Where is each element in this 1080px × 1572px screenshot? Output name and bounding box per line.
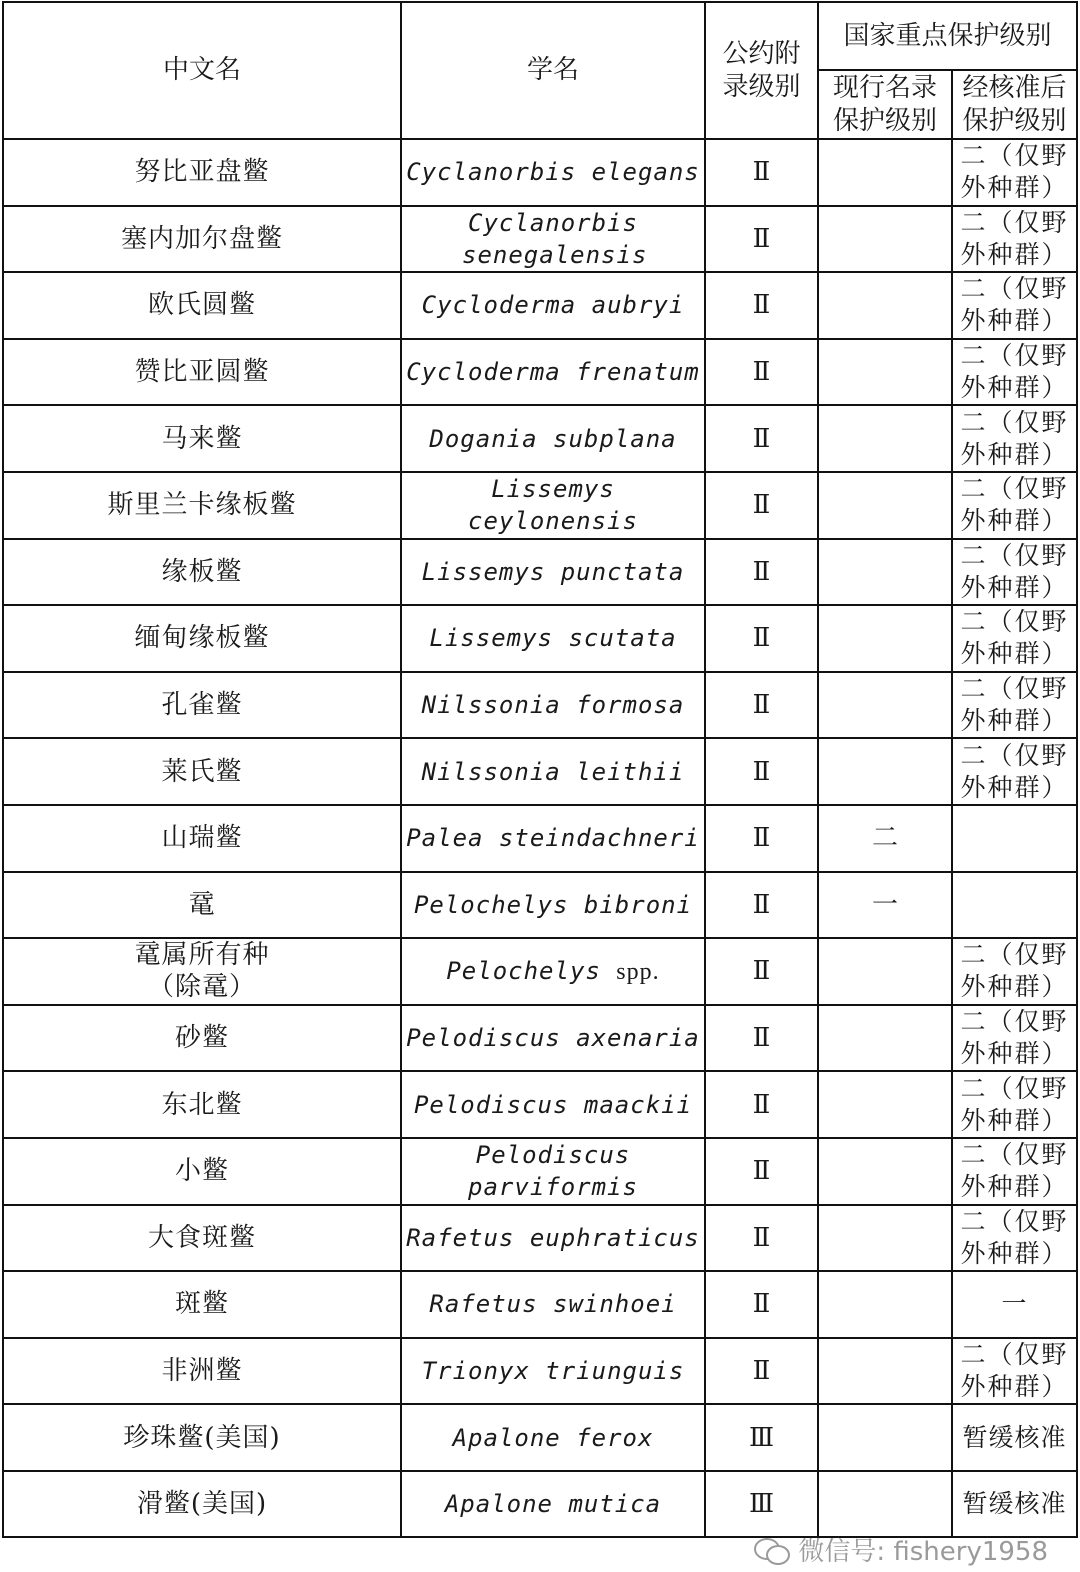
- scientific-name-text: Dogania subplana: [429, 424, 677, 453]
- chinese-name-cell: 赞比亚圆鳖: [3, 339, 401, 406]
- scientific-name-text: Lissemys punctata: [421, 557, 685, 586]
- watermark: [754, 1531, 1048, 1568]
- chinese-name-cell: 鼋: [3, 872, 401, 939]
- verified-level-cell: 暂缓核准: [952, 1471, 1077, 1538]
- appendix-level-cell: Ⅱ: [705, 872, 818, 939]
- appendix-level-cell: Ⅱ: [705, 1071, 818, 1138]
- scientific-name-text: Cyclanorbis senegalensis: [462, 208, 648, 269]
- table-row: [3, 1471, 1077, 1538]
- appendix-level-cell: Ⅲ: [705, 1404, 818, 1471]
- current-level-cell: [818, 1005, 952, 1072]
- scientific-name-suffix: spp.: [616, 958, 660, 985]
- appendix-level-cell: Ⅱ: [705, 738, 818, 805]
- table-row: [3, 539, 1077, 606]
- scientific-name-text: Pelochelys: [446, 956, 601, 985]
- current-level-cell: [818, 1471, 952, 1538]
- scientific-name-text: Apalone mutica: [444, 1490, 662, 1519]
- table-row: [3, 1005, 1077, 1072]
- table-row: [3, 1071, 1077, 1138]
- verified-level-cell: 二（仅野外种群）: [952, 472, 1077, 539]
- scientific-name-cell: [401, 738, 705, 805]
- scientific-name-cell: [401, 938, 705, 1005]
- appendix-level-cell: Ⅱ: [705, 805, 818, 872]
- table-row: [3, 206, 1077, 273]
- table-row: [3, 339, 1077, 406]
- scientific-name-cell: [401, 139, 705, 206]
- scientific-name-cell: [401, 1138, 705, 1205]
- chinese-name-cell: 马来鳖: [3, 405, 401, 472]
- appendix-level-cell: Ⅱ: [705, 1205, 818, 1272]
- appendix-level-cell: Ⅱ: [705, 672, 818, 739]
- verified-level-cell: 一: [952, 1271, 1077, 1338]
- scientific-name-cell: [401, 1205, 705, 1272]
- appendix-level-cell: Ⅱ: [705, 1271, 818, 1338]
- table-row: [3, 272, 1077, 339]
- scientific-name-cell: [401, 405, 705, 472]
- verified-level-cell: 二（仅野外种群）: [952, 1338, 1077, 1405]
- current-level-cell: [818, 206, 952, 273]
- chinese-name-cell: 鼋属所有种（除鼋）: [3, 938, 401, 1005]
- header-scientific-name: 学名: [401, 2, 705, 139]
- table-row: [3, 605, 1077, 672]
- current-level-cell: [818, 1271, 952, 1338]
- scientific-name-cell: [401, 1071, 705, 1138]
- chinese-name-cell: 砂鳖: [3, 1005, 401, 1072]
- wechat-icon: [754, 1536, 790, 1564]
- table-row: [3, 1138, 1077, 1205]
- table-row: [3, 938, 1077, 1005]
- scientific-name-text: Cyclanorbis elegans: [406, 158, 700, 187]
- scientific-name-text: Nilssonia formosa: [421, 691, 685, 720]
- appendix-level-cell: Ⅱ: [705, 206, 818, 273]
- verified-level-cell: 二（仅野外种群）: [952, 672, 1077, 739]
- scientific-name-cell: [401, 605, 705, 672]
- scientific-name-cell: [401, 1005, 705, 1072]
- verified-level-cell: 二（仅野外种群）: [952, 206, 1077, 273]
- scientific-name-text: Pelodiscus axenaria: [406, 1024, 700, 1053]
- verified-level-cell: 二（仅野外种群）: [952, 139, 1077, 206]
- table-body: [3, 139, 1077, 1537]
- species-protection-table: [2, 1, 1078, 1538]
- chinese-name-cell: 小鳖: [3, 1138, 401, 1205]
- scientific-name-text: Lissemys ceylonensis: [468, 475, 638, 536]
- header-chinese-name: 中文名: [3, 2, 401, 139]
- verified-level-cell: 二（仅野外种群）: [952, 539, 1077, 606]
- current-level-cell: [818, 738, 952, 805]
- chinese-name-cell: 缅甸缘板鳖: [3, 605, 401, 672]
- header-verified-level: 经核准后保护级别: [952, 70, 1077, 139]
- chinese-name-cell: 斯里兰卡缘板鳖: [3, 472, 401, 539]
- chinese-name-cell: 缘板鳖: [3, 539, 401, 606]
- scientific-name-cell: [401, 1471, 705, 1538]
- current-level-cell: [818, 139, 952, 206]
- current-level-cell: [818, 539, 952, 606]
- appendix-level-cell: Ⅱ: [705, 339, 818, 406]
- verified-level-cell: 二（仅野外种群）: [952, 1138, 1077, 1205]
- header-national-protection: 国家重点保护级别: [818, 2, 1077, 70]
- current-level-cell: [818, 605, 952, 672]
- chinese-name-cell: 塞内加尔盘鳖: [3, 206, 401, 273]
- table-row: [3, 1271, 1077, 1338]
- scientific-name-text: Apalone ferox: [452, 1423, 654, 1452]
- current-level-cell: [818, 1071, 952, 1138]
- appendix-level-cell: Ⅲ: [705, 1471, 818, 1538]
- chinese-name-cell: 欧氏圆鳖: [3, 272, 401, 339]
- table-row: [3, 1205, 1077, 1272]
- scientific-name-text: Palea steindachneri: [406, 824, 700, 853]
- current-level-cell: [818, 1338, 952, 1405]
- scientific-name-cell: [401, 672, 705, 739]
- chinese-name-cell: 滑鳖(美国): [3, 1471, 401, 1538]
- appendix-level-cell: Ⅱ: [705, 272, 818, 339]
- appendix-level-cell: Ⅱ: [705, 605, 818, 672]
- current-level-cell: [818, 938, 952, 1005]
- appendix-level-cell: Ⅱ: [705, 139, 818, 206]
- scientific-name-text: Trionyx triunguis: [421, 1356, 685, 1385]
- scientific-name-cell: [401, 805, 705, 872]
- scientific-name-cell: [401, 272, 705, 339]
- scientific-name-cell: [401, 339, 705, 406]
- current-level-cell: [818, 339, 952, 406]
- scientific-name-cell: [401, 206, 705, 273]
- appendix-level-cell: Ⅱ: [705, 1338, 818, 1405]
- table-row: [3, 805, 1077, 872]
- verified-level-cell: 暂缓核准: [952, 1404, 1077, 1471]
- scientific-name-text: Pelochelys bibroni: [413, 890, 693, 919]
- verified-level-cell: 二（仅野外种群）: [952, 339, 1077, 406]
- current-level-cell: [818, 405, 952, 472]
- current-level-cell: [818, 1205, 952, 1272]
- verified-level-cell: 二（仅野外种群）: [952, 1071, 1077, 1138]
- table-row: [3, 405, 1077, 472]
- verified-level-cell: [952, 872, 1077, 939]
- verified-level-cell: 二（仅野外种群）: [952, 938, 1077, 1005]
- verified-level-cell: 二（仅野外种群）: [952, 605, 1077, 672]
- verified-level-cell: 二（仅野外种群）: [952, 1205, 1077, 1272]
- appendix-level-cell: Ⅱ: [705, 539, 818, 606]
- current-level-cell: 二: [818, 805, 952, 872]
- current-level-cell: 一: [818, 872, 952, 939]
- scientific-name-cell: [401, 1271, 705, 1338]
- table-row: [3, 472, 1077, 539]
- table-row: [3, 738, 1077, 805]
- watermark-text: 微信号: fishery1958: [798, 1537, 1048, 1567]
- scientific-name-cell: [401, 1404, 705, 1471]
- appendix-level-cell: Ⅱ: [705, 1138, 818, 1205]
- appendix-level-cell: Ⅱ: [705, 1005, 818, 1072]
- table-row: [3, 1338, 1077, 1405]
- scientific-name-text: Nilssonia leithii: [421, 757, 685, 786]
- verified-level-cell: 二（仅野外种群）: [952, 272, 1077, 339]
- current-level-cell: [818, 1404, 952, 1471]
- chinese-name-cell: 非洲鳖: [3, 1338, 401, 1405]
- chinese-name-cell: 山瑞鳖: [3, 805, 401, 872]
- chinese-name-cell: 大食斑鳖: [3, 1205, 401, 1272]
- scientific-name-text: Pelodiscus parviformis: [468, 1141, 638, 1202]
- current-level-cell: [818, 272, 952, 339]
- table-row: [3, 872, 1077, 939]
- chinese-name-cell: 斑鳖: [3, 1271, 401, 1338]
- current-level-cell: [818, 1138, 952, 1205]
- chinese-name-cell: 东北鳖: [3, 1071, 401, 1138]
- header-appendix-level: 公约附录级别: [705, 2, 818, 139]
- scientific-name-cell: [401, 472, 705, 539]
- scientific-name-cell: [401, 1338, 705, 1405]
- scientific-name-text: Pelodiscus maackii: [413, 1090, 693, 1119]
- scientific-name-text: Rafetus euphraticus: [406, 1223, 700, 1252]
- verified-level-cell: 二（仅野外种群）: [952, 405, 1077, 472]
- chinese-name-cell: 莱氏鳖: [3, 738, 401, 805]
- appendix-level-cell: Ⅱ: [705, 938, 818, 1005]
- scientific-name-text: Cycloderma frenatum: [406, 358, 700, 387]
- scientific-name-text: Cycloderma aubryi: [421, 291, 685, 320]
- verified-level-cell: [952, 805, 1077, 872]
- scientific-name-cell: [401, 539, 705, 606]
- appendix-level-cell: Ⅱ: [705, 472, 818, 539]
- table-header: [3, 2, 1077, 139]
- scientific-name-cell: [401, 872, 705, 939]
- table-row: [3, 672, 1077, 739]
- appendix-level-cell: Ⅱ: [705, 405, 818, 472]
- current-level-cell: [818, 672, 952, 739]
- verified-level-cell: 二（仅野外种群）: [952, 738, 1077, 805]
- table-row: [3, 1404, 1077, 1471]
- chinese-name-cell: 珍珠鳖(美国): [3, 1404, 401, 1471]
- scientific-name-text: Rafetus swinhoei: [429, 1290, 677, 1319]
- chinese-name-cell: 努比亚盘鳖: [3, 139, 401, 206]
- header-current-level: 现行名录保护级别: [818, 70, 952, 139]
- chinese-name-cell: 孔雀鳖: [3, 672, 401, 739]
- current-level-cell: [818, 472, 952, 539]
- scientific-name-text: Lissemys scutata: [429, 624, 677, 653]
- table-row: [3, 139, 1077, 206]
- verified-level-cell: 二（仅野外种群）: [952, 1005, 1077, 1072]
